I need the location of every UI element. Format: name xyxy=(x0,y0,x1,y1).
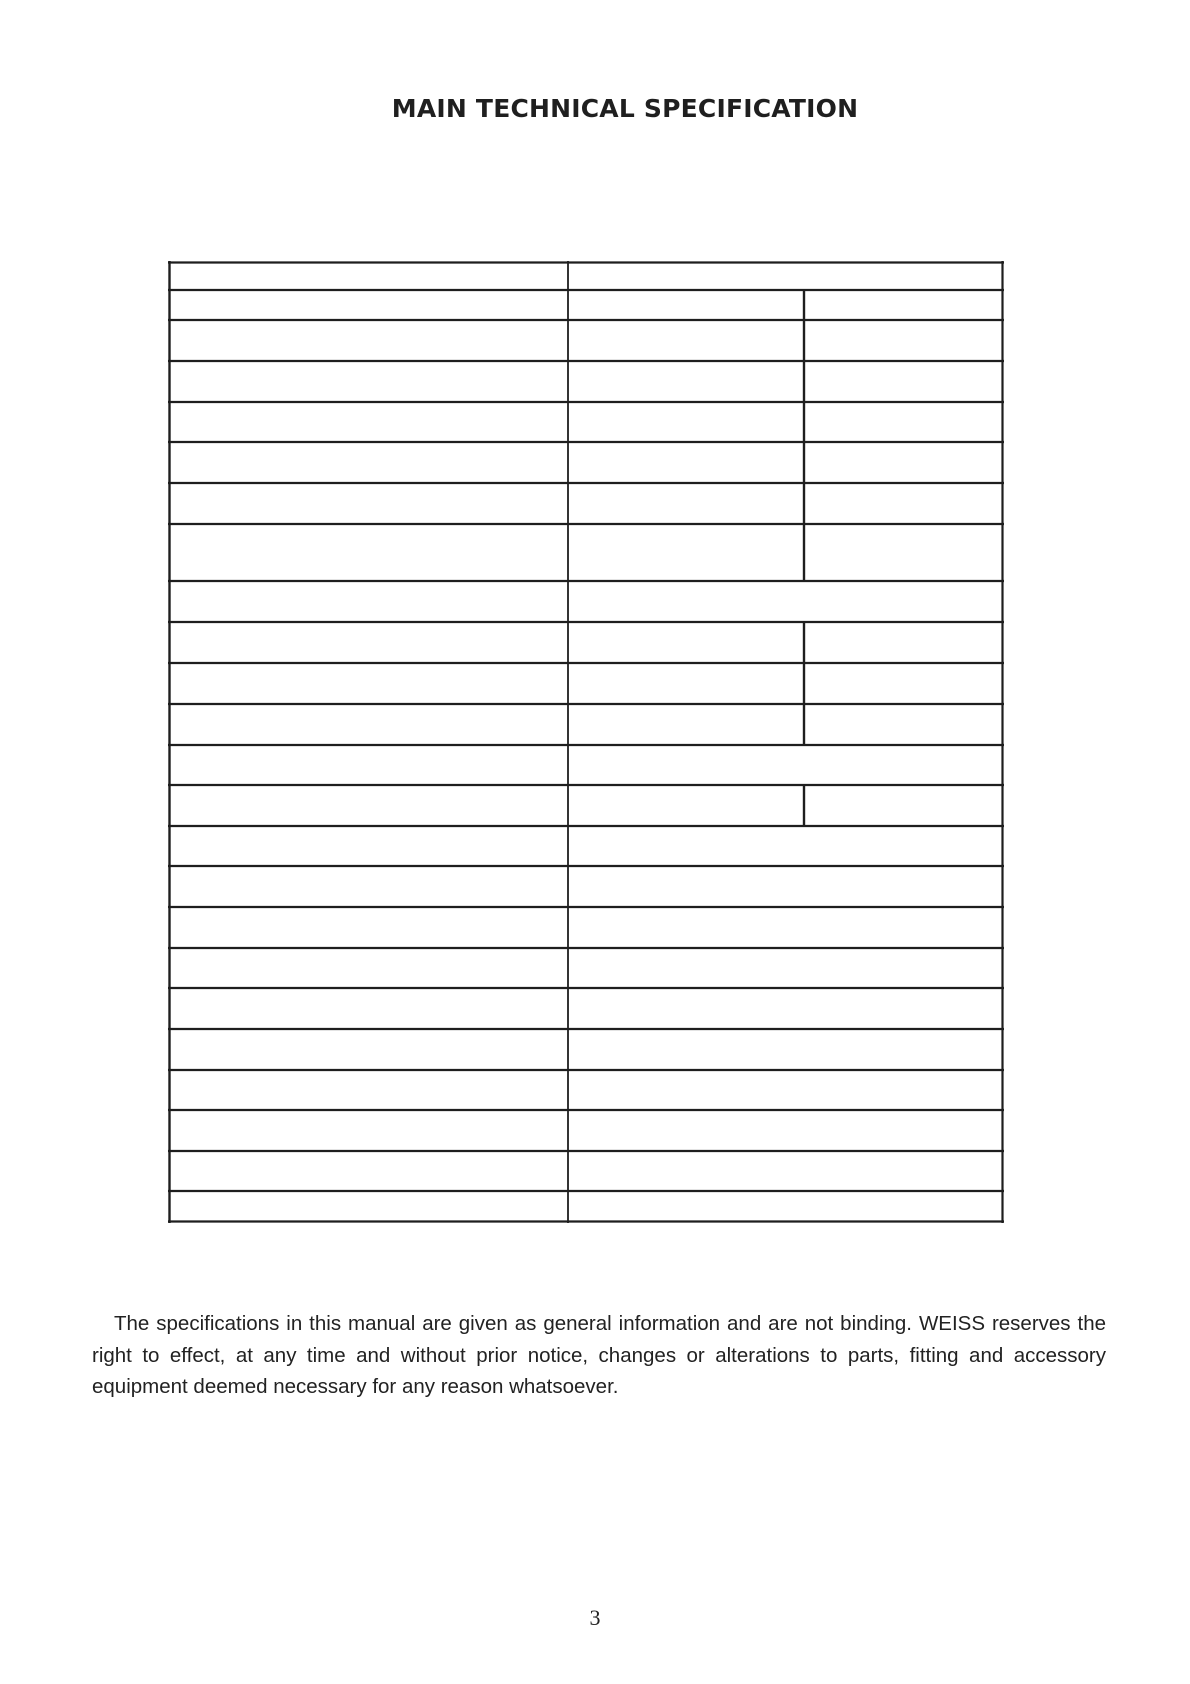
disclaimer-text: The specifications in this manual are given as general information and are not binding. WEISS reserves the right to effect, at any time and without prior notice, changes or alterations to parts, fitting and accessory equipment deemed necessary for any reason whatsoever. xyxy=(92,1312,1106,1398)
table-row xyxy=(168,622,1004,663)
table-row xyxy=(168,1110,1004,1151)
table-row xyxy=(168,581,1004,622)
table-row xyxy=(168,1029,1004,1070)
table-row xyxy=(168,290,1004,320)
table-row xyxy=(168,1151,1004,1191)
table-row xyxy=(168,704,1004,745)
spec-table-grid xyxy=(168,261,1004,1223)
table-row xyxy=(168,785,1004,826)
table-row xyxy=(168,402,1004,442)
table-row xyxy=(168,442,1004,483)
table-row xyxy=(168,907,1004,948)
table-row xyxy=(168,320,1004,361)
table-row xyxy=(168,663,1004,704)
table-row xyxy=(168,745,1004,785)
spec-table xyxy=(168,261,1004,1223)
table-row xyxy=(168,524,1004,581)
table-row xyxy=(168,1070,1004,1110)
table-row xyxy=(168,1191,1004,1223)
table-row xyxy=(168,361,1004,402)
page-number: 3 xyxy=(589,1605,601,1630)
table-row xyxy=(168,988,1004,1029)
table-row xyxy=(168,826,1004,866)
table-row xyxy=(168,866,1004,907)
table-row xyxy=(168,948,1004,988)
page-title: MAIN TECHNICAL SPECIFICATION xyxy=(391,94,859,123)
table-row xyxy=(168,483,1004,524)
table-row xyxy=(168,261,1004,290)
